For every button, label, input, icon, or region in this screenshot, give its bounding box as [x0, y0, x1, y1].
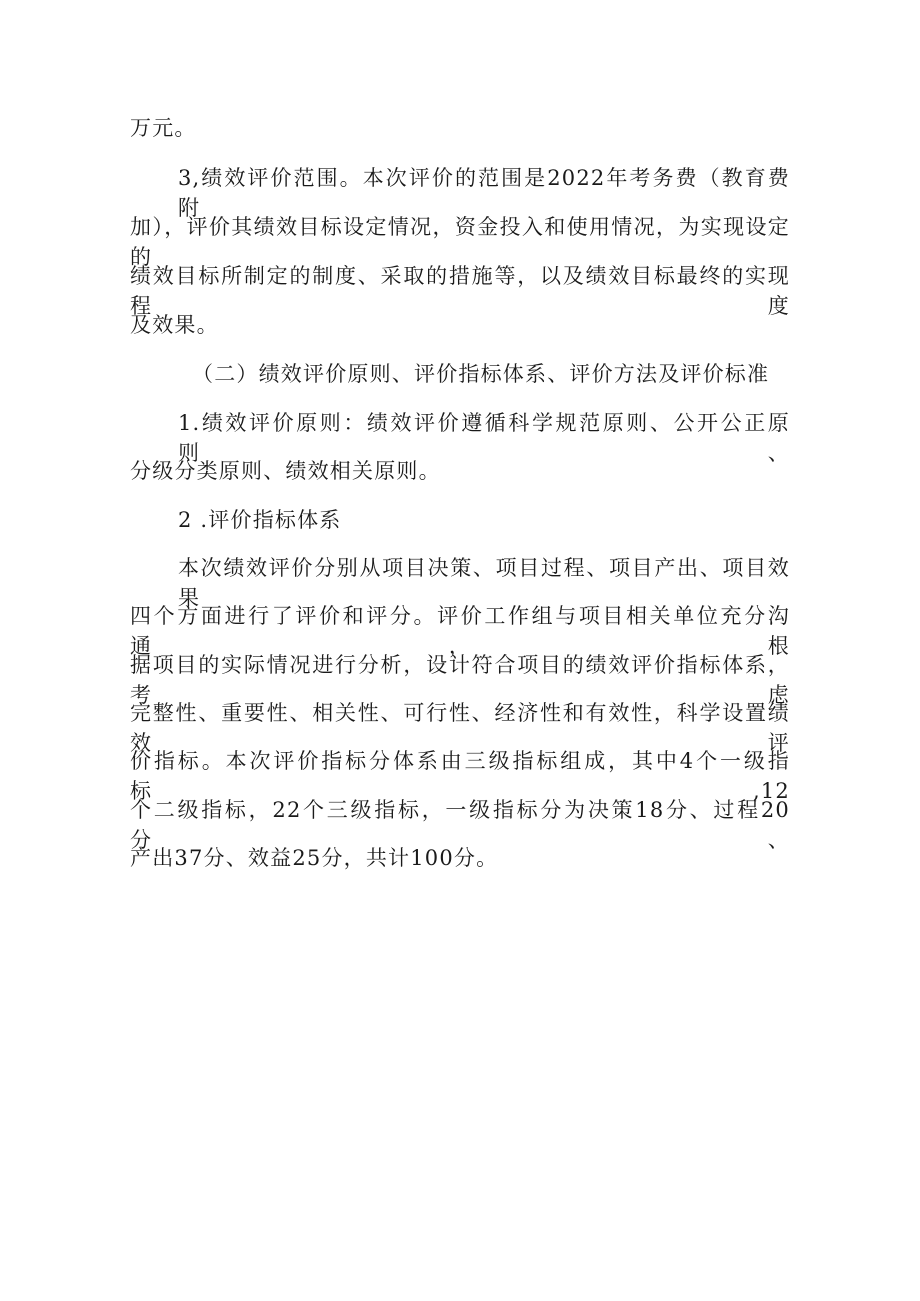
paragraph-line: 个二级指标，22个三级指标，一级指标分为决策18分、过程20分、	[130, 798, 790, 852]
paragraph-line: 产出37分、效益25分，共计100分。	[130, 846, 499, 870]
paragraph-line: 万元。	[130, 116, 197, 140]
paragraph-line: 据项目的实际情况进行分析，设计符合项目的绩效评价指标体系，考虑	[130, 653, 790, 707]
paragraph-line: 价指标。本次评价指标分体系由三级指标组成，其中4个一级指标,12	[130, 749, 790, 803]
paragraph-line: 3,绩效评价范围。本次评价的范围是2022年考务费（教育费附	[178, 166, 790, 220]
paragraph-line: 完整性、重要性、相关性、可行性、经济性和有效性，科学设置绩效评	[130, 701, 790, 755]
section-heading: （二）绩效评价原则、评价指标体系、评价方法及评价标准	[192, 362, 770, 386]
paragraph-line: 1.绩效评价原则：绩效评价遵循科学规范原则、公开公正原则、	[178, 411, 790, 465]
paragraph-line: 本次绩效评价分别从项目决策、项目过程、项目产出、项目效果	[178, 556, 790, 610]
paragraph-line: 及效果。	[130, 313, 219, 337]
subheading: 2 .评价指标体系	[178, 508, 342, 532]
paragraph-line: 加），评价其绩效目标设定情况，资金投入和使用情况，为实现设定的	[130, 215, 790, 269]
paragraph-line: 绩效目标所制定的制度、采取的措施等，以及绩效目标最终的实现程度	[130, 264, 790, 318]
paragraph-line: 分级分类原则、绩效相关原则。	[130, 459, 441, 483]
paragraph-line: 四个方面进行了评价和评分。评价工作组与项目相关单位充分沟通，根	[130, 604, 790, 658]
